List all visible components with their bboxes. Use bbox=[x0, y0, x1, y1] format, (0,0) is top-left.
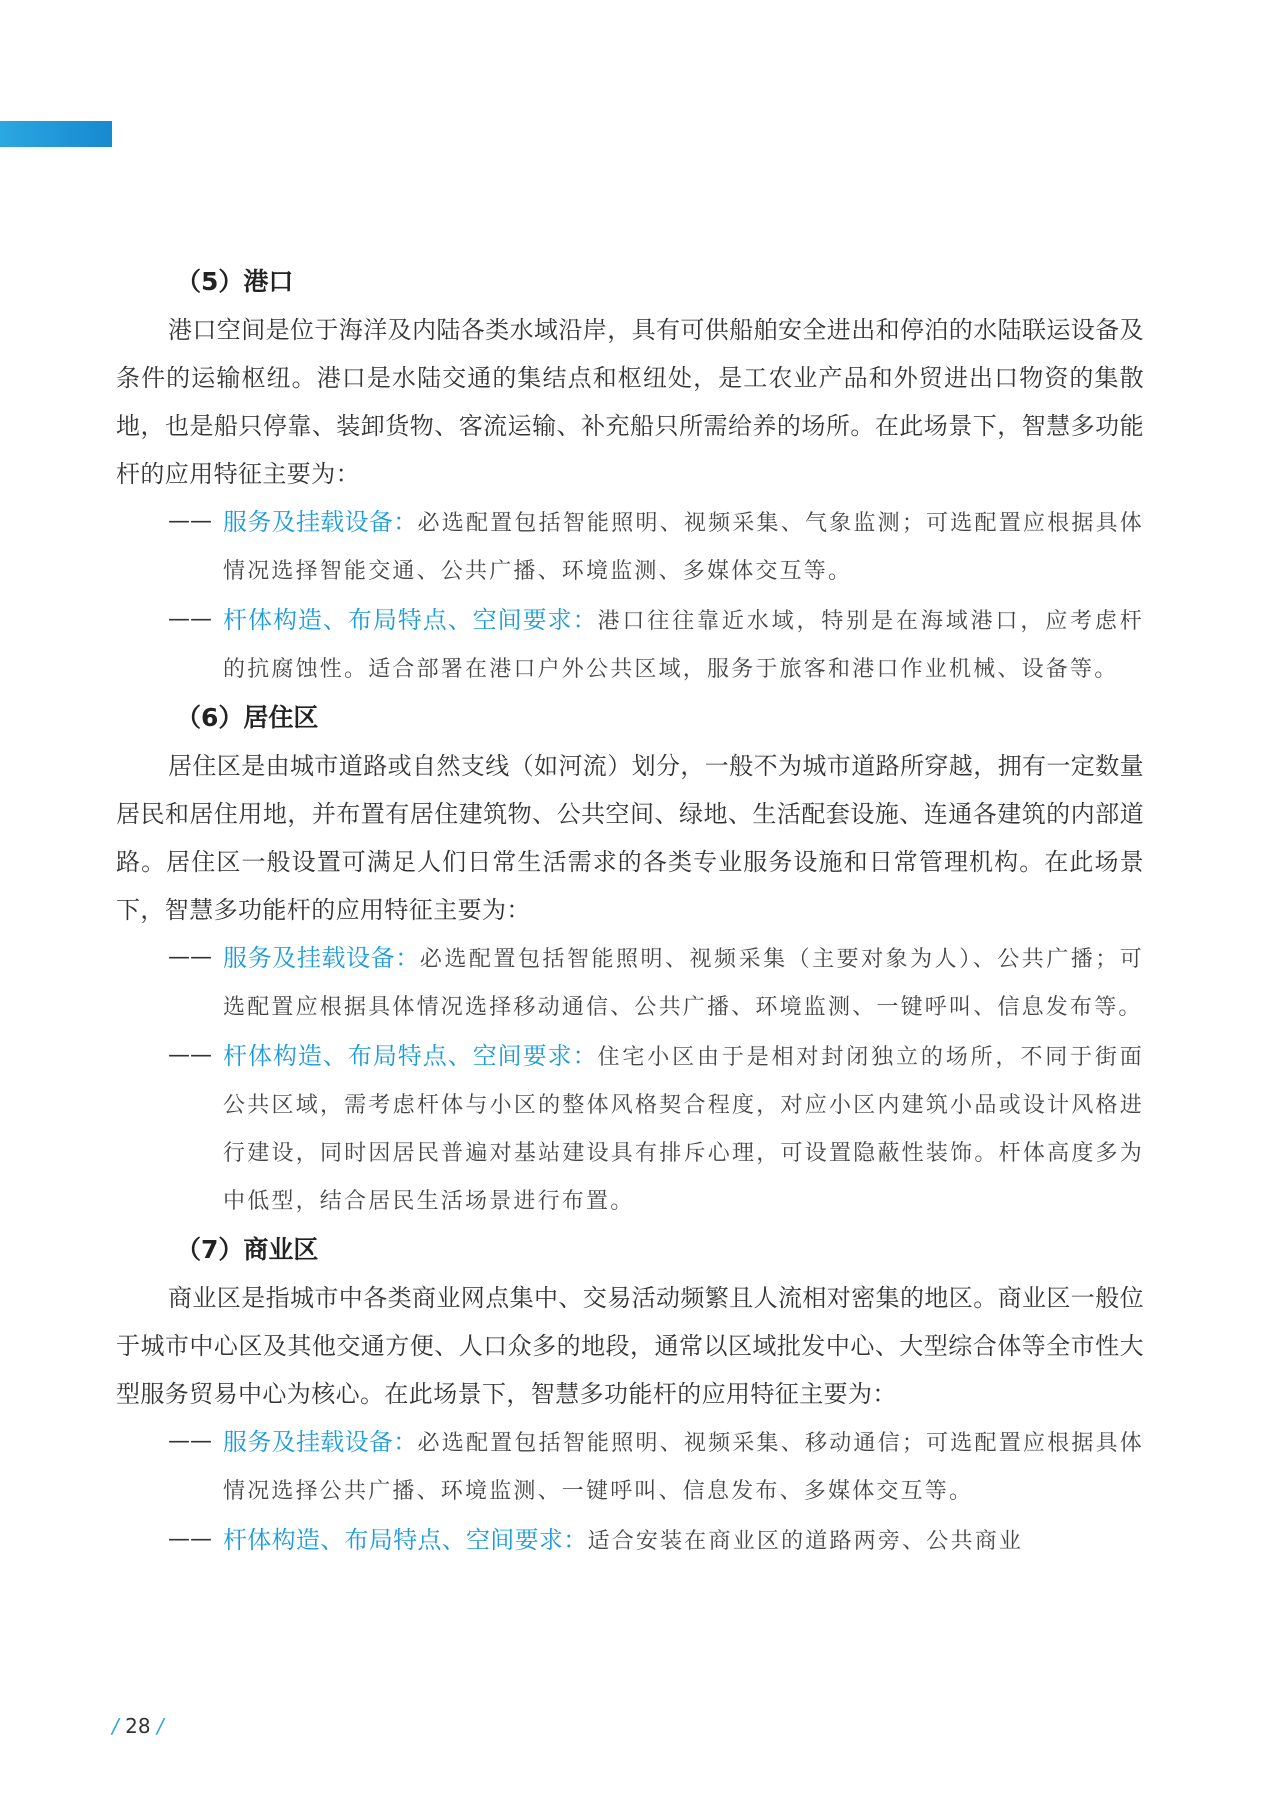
bullet-text: 港口往往靠近水域，特别是在海域港口，应考虑杆的抗腐蚀性。适合部署在港口户外公共区域，服务于旅客和港口作业机械、设备等。 bbox=[223, 609, 1145, 682]
bullet-dash: —— bbox=[168, 945, 212, 970]
bullet-text: 必选配置包括智能照明、视频采集、移动通信；可选配置应根据具体情况选择公共广播、环境监测、一键呼叫、信息发布、多媒体交互等。 bbox=[223, 1431, 1144, 1504]
page-slash-left: / bbox=[112, 1714, 119, 1738]
bullet-label: 杆体构造、布局特点、空间要求： bbox=[223, 1042, 598, 1070]
bullet-commercial-equipment bbox=[116, 1418, 1144, 1516]
bullet-text: 必选配置包括智能照明、视频采集、气象监测；可选配置应根据具体情况选择智能交通、公共广播、环境监测、多媒体交互等。 bbox=[223, 511, 1144, 584]
bullet-dash: —— bbox=[168, 1429, 212, 1454]
section-title-residential: （6）居住区 bbox=[176, 703, 319, 732]
bullet-dash: —— bbox=[168, 509, 212, 534]
bullet-dash: —— bbox=[168, 1527, 212, 1552]
bullet-label: 服务及挂载设备： bbox=[223, 1428, 418, 1456]
bullet-port-equipment bbox=[116, 498, 1144, 596]
bullet-port-structure bbox=[116, 596, 1144, 694]
section-title-commercial: （7）商业区 bbox=[176, 1235, 319, 1264]
document-body bbox=[116, 258, 1144, 1566]
bullet-text: 适合安装在商业区的道路两旁、公共商业 bbox=[587, 1529, 1024, 1554]
page-number-value: 28 bbox=[125, 1714, 151, 1738]
section-paragraph-commercial: 商业区是指城市中各类商业网点集中、交易活动频繁且人流相对密集的地区。商业区一般位于城市中心区及其他交通方便、人口众多的地段，通常以区域批发中心、大型综合体等全市性大型服务贸易中心为核心。在此场景下，智慧多功能杆的应用特征主要为： bbox=[116, 1284, 1144, 1408]
bullet-text: 必选配置包括智能照明、视频采集（主要对象为人）、公共广播；可选配置应根据具体情况选择移动通信、公共广播、环境监测、一键呼叫、信息发布等。 bbox=[223, 947, 1144, 1020]
bullet-commercial-structure bbox=[116, 1516, 1144, 1566]
section-paragraph-port: 港口空间是位于海洋及内陆各类水域沿岸，具有可供船舶安全进出和停泊的水陆联运设备及条件的运输枢纽。港口是水陆交通的集结点和枢纽处，是工农业产品和外贸进出口物资的集散地，也是船只停靠、装卸货物、客流运输、补充船只所需给养的场所。在此场景下，智慧多功能杆的应用特征主要为： bbox=[116, 316, 1144, 488]
section-paragraph-residential: 居住区是由城市道路或自然支线（如河流）划分，一般不为城市道路所穿越，拥有一定数量居民和居住用地，并布置有居住建筑物、公共空间、绿地、生活配套设施、连通各建筑的内部道路。居住区一般设置可满足人们日常生活需求的各类专业服务设施和日常管理机构。在此场景下，智慧多功能杆的应用特征主要为： bbox=[116, 752, 1144, 924]
bullet-label: 服务及挂载设备： bbox=[223, 508, 418, 536]
bullet-residential-equipment bbox=[116, 934, 1144, 1032]
bullet-text: 住宅小区由于是相对封闭独立的场所，不同于街面公共区域，需考虑杆体与小区的整体风格契合程度，对应小区内建筑小品或设计风格进行建设，同时因居民普遍对基站建设具有排斥心理，可设置隐蔽性装饰。杆体高度多为中低型，结合居民生活场景进行布置。 bbox=[223, 1045, 1145, 1214]
section-title-port: （5）港口 bbox=[176, 267, 294, 296]
bullet-dash: —— bbox=[168, 1043, 212, 1068]
header-accent-bar bbox=[0, 121, 112, 147]
bullet-label: 杆体构造、布局特点、空间要求： bbox=[223, 606, 598, 634]
bullet-label: 服务及挂载设备： bbox=[223, 944, 420, 972]
bullet-residential-structure bbox=[116, 1032, 1144, 1226]
page-number bbox=[112, 1714, 164, 1738]
bullet-label: 杆体构造、布局特点、空间要求： bbox=[223, 1526, 588, 1554]
bullet-dash: —— bbox=[168, 607, 212, 632]
page-slash-right: / bbox=[156, 1714, 164, 1738]
